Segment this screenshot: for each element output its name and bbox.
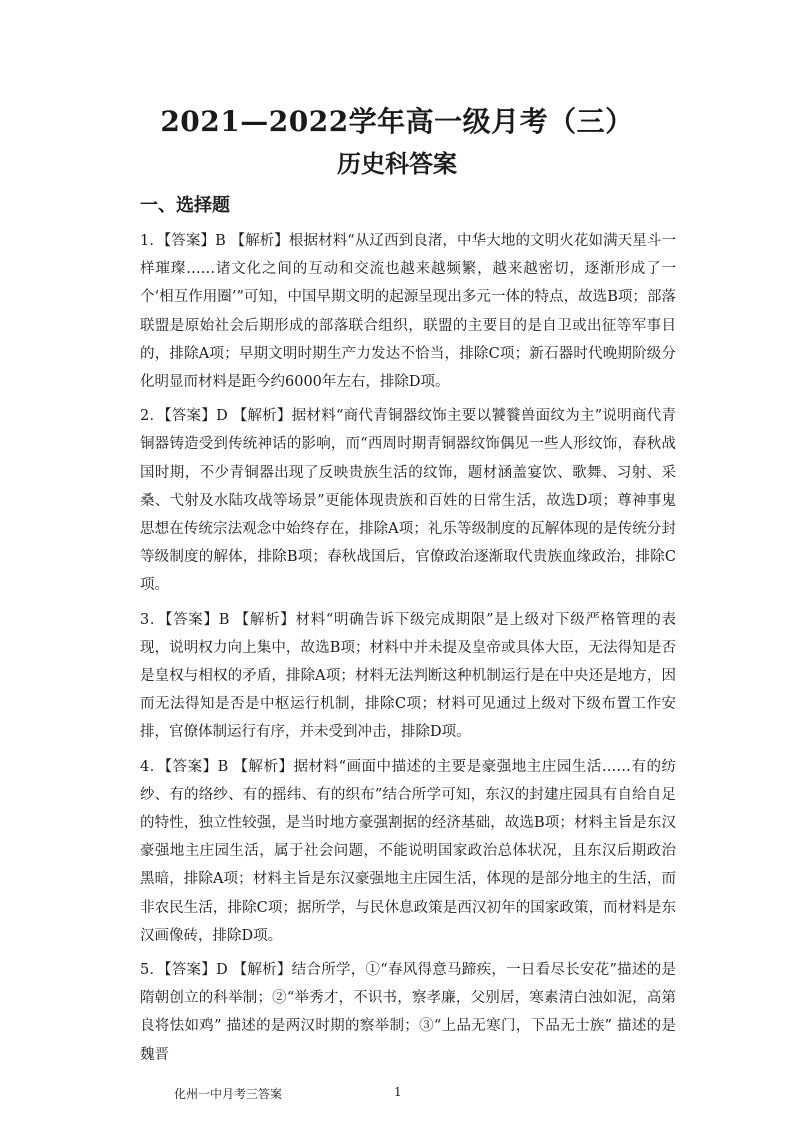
page-number: 1 bbox=[394, 1085, 402, 1099]
question-1: 1．【答案】B 【解析】根据材料“从辽西到良渚，中华大地的文明火花如满天星斗一样璀璨……诸文化之间的互动和交流也越来越频繁，越来越密切，逐渐形成了一个‘相互作用圈’”可知，中国早期文明的起源呈现出多元一体的特点，故选B项；部落联盟是原始社会后期形成的部落联合组织，联盟的主要目的是自卫或出征等军事目的，排除A项；早期文明时期生产力发达不恰当，排除C项；新石器时代晚期阶级分化明显而材料是距今约6000年左右，排除D项。 bbox=[140, 233, 676, 391]
page-subtitle: 历史科答案 bbox=[337, 149, 457, 178]
question-5: 5．【答案】D 【解析】结合所学，①“春风得意马蹄疾，一日看尽长安花”描述的是隋朝创立的科举制；②“举秀才，不识书，察孝廉，父别居，寒素清白浊如泥，高第良将怯如鸡” 描述的是两汉时期的察举制；③“上品无寒门，下品无士族” 描述的是魏晋 bbox=[140, 962, 676, 1063]
question-3: 3．【答案】B 【解析】材料“明确告诉下级完成期限”是上级对下级严格管理的表现，说明权力向上集中，故选B项；材料中并未提及皇帝或具体大臣，无法得知是否是皇权与相权的矛盾，排除A项；材料无法判断这种机制运行是在中央还是地方，因而无法得知是否是中枢运行机制，排除C项；材料可见通过上级对下级布置工作安排，官僚体制运行有序，并未受到冲击，排除D项。 bbox=[140, 611, 676, 741]
page-footer bbox=[0, 1085, 794, 1105]
question-2: 2．【答案】D 【解析】据材料“商代青铜器纹饰主要以饕餮兽面纹为主”说明商代青铜器铸造受到传统神话的影响，而“西周时期青铜器纹饰偶见一些人形纹饰，春秋战国时期，不少青铜器出现了反映贵族生活的纹饰，题材涵盖宴饮、歌舞、习射、采桑、弋射及水陆攻战等场景”更能体现贵族和百姓的日常生活，故选D项；尊神事鬼思想在传统宗法观念中始终存在，排除A项；礼乐等级制度的瓦解体现的是传统分封等级制度的解体，排除B项；春秋战国后，官僚政治逐渐取代贵族血缘政治，排除C项。 bbox=[140, 408, 676, 594]
footer-text: 化州一中月考三答案 bbox=[174, 1087, 283, 1101]
page-title: 2021—2022学年高一级月考（三） bbox=[160, 105, 634, 138]
question-4: 4．【答案】B 【解析】据材料“画面中描述的主要是豪强地主庄园生活……有的纺纱、有的络纱、有的摇纬、有的织布”结合所学可知，东汉的封建庄园具有自给自足的特性，独立性较强，是当时地方豪强割据的经济基础，故选B项；材料主旨是东汉豪强地主庄园生活，属于社会问题，不能说明国家政治总体状况，且东汉后期政治黑暗，排除A项；材料主旨是东汉豪强地主庄园生活，体现的是部分地主的生活，而非农民生活，排除C项；据所学，与民休息政策是西汉初年的国家政策，而材料是东汉画像砖，排除D项。 bbox=[140, 758, 676, 944]
question-list bbox=[140, 227, 676, 1075]
section-heading: 一、选择题 bbox=[140, 195, 230, 216]
